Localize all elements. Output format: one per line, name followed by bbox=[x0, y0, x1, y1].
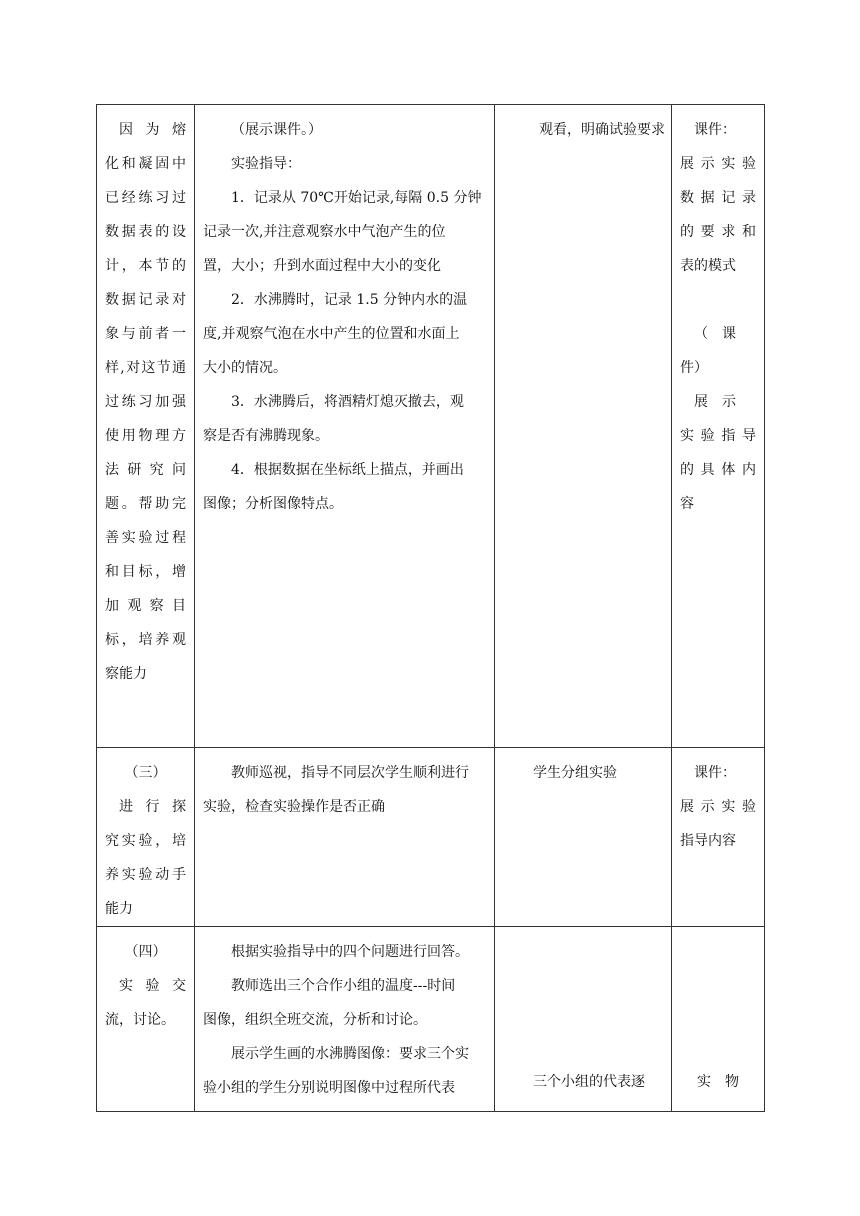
student-activity-cell: 观看，明确试验要求 bbox=[495, 105, 672, 748]
teacher-activity-cell: 根据实验指导中的四个问题进行回答。 教师选出三个合作小组的温度---时间 图像，组织全班交流，分析和讨论。 展示学生画的水沸腾图像：要求三个实 验小组的学生分别说明图像中过程所代表 bbox=[195, 927, 495, 1112]
design-purpose-cell: 因为熔 化和凝固中 已经练习过 数据表的设 计，本节的 数据记录对 象与前者一 样,对这节通 过练习加强 使用物理方 法研究问 题。帮助完 善实验过程 和目标，增 加观察目 标，培养观 察能力 bbox=[97, 105, 195, 748]
lesson-plan-table bbox=[96, 104, 765, 1112]
table-row bbox=[97, 105, 765, 748]
media-cell: 课件： 展示实验 指导内容 bbox=[672, 748, 765, 927]
teacher-activity-cell: 教师巡视，指导不同层次学生顺利进行 实验，检查实验操作是否正确 bbox=[195, 748, 495, 927]
table-row bbox=[97, 748, 765, 927]
teacher-activity-cell: （展示课件。） 实验指导： 1．记录从 70℃开始记录,每隔 0.5 分钟 记录一次,并注意观察水中气泡产生的位 置，大小；升到水面过程中大小的变化 2．水沸腾时，记录 1.5 分钟内水的温 度,并观察气泡在水中产生的位置和水面上 大小的情况。 3．水沸腾后，将酒精灯熄灭撤去，观 察是否有沸腾现象。 4．根据数据在坐标纸上描点，并画出 图像；分析图像特点。 bbox=[195, 105, 495, 748]
student-activity-cell: 三个小组的代表逐 bbox=[495, 927, 672, 1112]
design-purpose-cell: （三） 进行探 究实验，培 养实验动手 能力 bbox=[97, 748, 195, 927]
table-row bbox=[97, 927, 765, 1112]
design-purpose-cell: （四） 实验交 流，讨论。 bbox=[97, 927, 195, 1112]
media-cell: 课件： 展示实验 数据记录 的要求和 表的模式 （ 课 件） 展 示 实验指导 的具体内 容 bbox=[672, 105, 765, 748]
media-cell: 实 物 bbox=[672, 927, 765, 1112]
student-activity-cell: 学生分组实验 bbox=[495, 748, 672, 927]
